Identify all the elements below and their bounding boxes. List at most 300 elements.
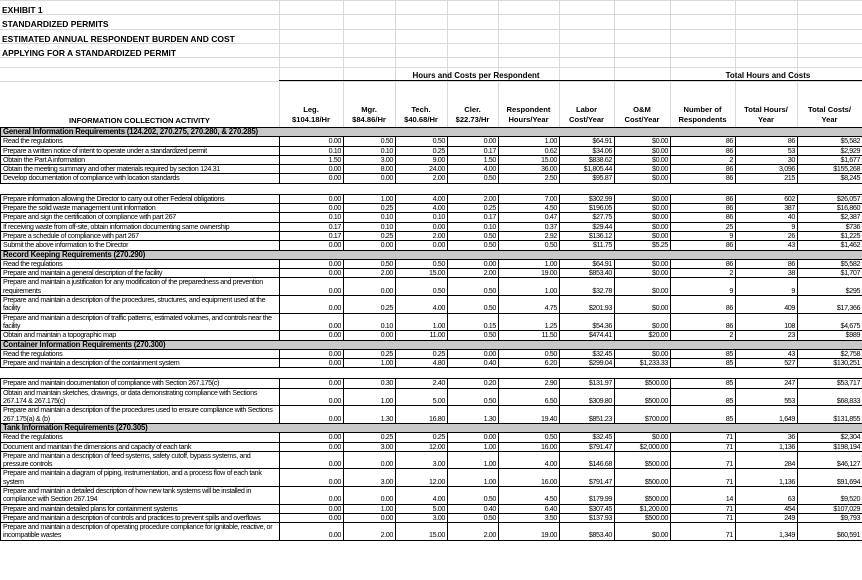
- value-cell: $1,677: [798, 155, 862, 164]
- value-cell: 1.00: [448, 442, 499, 451]
- table-row: [1, 278, 862, 296]
- value-cell: 0.00: [344, 513, 396, 522]
- value-cell: 38: [736, 269, 798, 278]
- activity-cell: Obtain the Part A information: [1, 155, 280, 164]
- value-cell: 71: [671, 504, 736, 513]
- table-row: [1, 349, 862, 358]
- value-cell: 0.00: [280, 331, 344, 340]
- value-cell: 0.10: [448, 222, 499, 231]
- value-cell: $155,268: [798, 165, 862, 174]
- value-cell: 85: [671, 388, 736, 406]
- value-cell: 0.00: [280, 523, 344, 541]
- activity-cell: Prepare and maintain detailed plans for containment systems: [1, 504, 280, 513]
- value-cell: 15.00: [396, 523, 448, 541]
- value-cell: $295: [798, 278, 862, 296]
- value-cell: $46,127: [798, 451, 862, 469]
- value-cell: $0.00: [615, 259, 671, 268]
- value-cell: 0.50: [396, 137, 448, 146]
- value-cell: $791.47: [560, 442, 615, 451]
- section-header-row: [1, 340, 862, 349]
- value-cell: $29.44: [560, 222, 615, 231]
- value-cell: 0.00: [280, 379, 344, 388]
- spacer-cell: [1, 368, 862, 379]
- section-header-row: [1, 128, 862, 137]
- value-cell: 0.00: [280, 194, 344, 203]
- value-cell: 40: [736, 213, 798, 222]
- value-cell: 1,136: [736, 469, 798, 487]
- value-cell: 0.10: [280, 213, 344, 222]
- spacer-cell: [1, 183, 862, 194]
- column-header: [498, 105, 559, 127]
- value-cell: 527: [736, 359, 798, 368]
- column-header-line: Hours/Year: [508, 115, 549, 124]
- value-cell: $53,717: [798, 379, 862, 388]
- value-cell: 86: [671, 204, 736, 213]
- value-cell: 0.25: [344, 296, 396, 314]
- value-cell: $137.93: [560, 513, 615, 522]
- table-row: [1, 433, 862, 442]
- activity-cell: Submit the above information to the Director: [1, 241, 280, 250]
- value-cell: $0.00: [615, 349, 671, 358]
- value-cell: 86: [671, 213, 736, 222]
- value-cell: $736: [798, 222, 862, 231]
- value-cell: 0.00: [280, 513, 344, 522]
- value-cell: 0.17: [280, 231, 344, 240]
- column-header: [670, 105, 735, 127]
- value-cell: 0.50: [448, 513, 499, 522]
- value-cell: 7.00: [499, 194, 560, 203]
- table-row: [1, 469, 862, 487]
- value-cell: 11.00: [396, 331, 448, 340]
- column-header-line: Leg.: [303, 105, 319, 114]
- value-cell: 1.00: [344, 359, 396, 368]
- value-cell: 0.00: [280, 469, 344, 487]
- value-cell: $32.45: [560, 433, 615, 442]
- value-cell: 387: [736, 204, 798, 213]
- value-cell: 0.50: [499, 349, 560, 358]
- spacer-row: [1, 368, 862, 379]
- table-row: [1, 194, 862, 203]
- value-cell: 1.25: [499, 313, 560, 331]
- column-header-line: $84.86/Hr: [352, 115, 386, 124]
- activity-cell: Read the regulations: [1, 137, 280, 146]
- column-header-line: Year: [757, 115, 775, 124]
- value-cell: $500.00: [615, 451, 671, 469]
- activity-cell: Prepare and maintain a detailed description of how new tank systems will be installed in compliance with Section 267.194: [1, 486, 280, 504]
- activity-cell: Prepare and sign the certification of compliance with part 267: [1, 213, 280, 222]
- value-cell: 0.00: [448, 137, 499, 146]
- value-cell: $201.93: [560, 296, 615, 314]
- value-cell: 9.00: [396, 155, 448, 164]
- value-cell: 0.25: [396, 349, 448, 358]
- value-cell: 1.00: [448, 451, 499, 469]
- column-header-line: INFORMATION COLLECTION ACTIVITY: [69, 116, 210, 125]
- value-cell: 0.00: [396, 222, 448, 231]
- value-cell: 85: [671, 349, 736, 358]
- value-cell: $0.00: [615, 222, 671, 231]
- table-row: [1, 213, 862, 222]
- value-cell: 86: [671, 313, 736, 331]
- value-cell: 1.00: [499, 137, 560, 146]
- value-cell: 15.00: [396, 269, 448, 278]
- value-cell: 0.00: [280, 313, 344, 331]
- value-cell: 0.10: [344, 313, 396, 331]
- value-cell: $0.00: [615, 174, 671, 183]
- value-cell: 0.40: [448, 504, 499, 513]
- value-cell: 0.10: [396, 213, 448, 222]
- value-cell: $34.06: [560, 146, 615, 155]
- value-cell: 3.50: [499, 513, 560, 522]
- value-cell: 15.00: [499, 155, 560, 164]
- value-cell: $4,675: [798, 313, 862, 331]
- value-cell: 30: [736, 155, 798, 164]
- value-cell: $0.00: [615, 146, 671, 155]
- value-cell: 0.00: [344, 278, 396, 296]
- value-cell: $500.00: [615, 513, 671, 522]
- value-cell: 1.00: [448, 469, 499, 487]
- table-row: [1, 241, 862, 250]
- activity-cell: Obtain and maintain sketches, drawings, or data demonstrating compliance with Sections 267.174 & 267.175(c): [1, 388, 280, 406]
- value-cell: 2.00: [448, 523, 499, 541]
- value-cell: 1.00: [499, 259, 560, 268]
- activity-cell: Prepare and maintain a description of the containment system: [1, 359, 280, 368]
- value-cell: 4.00: [448, 165, 499, 174]
- value-cell: 4.00: [396, 204, 448, 213]
- value-cell: 0.25: [344, 349, 396, 358]
- column-header: [735, 105, 797, 127]
- value-cell: 2.00: [344, 523, 396, 541]
- value-cell: 0.00: [280, 259, 344, 268]
- value-cell: 5.00: [396, 388, 448, 406]
- value-cell: 0.00: [280, 174, 344, 183]
- value-cell: 0.20: [448, 379, 499, 388]
- value-cell: 2.90: [499, 379, 560, 388]
- column-header-line: $104.18/Hr: [292, 115, 330, 124]
- gridline: [0, 14, 862, 15]
- value-cell: 0.00: [344, 174, 396, 183]
- value-cell: $0.00: [615, 155, 671, 164]
- value-cell: $853.40: [560, 269, 615, 278]
- table-row: [1, 146, 862, 155]
- value-cell: 2: [671, 331, 736, 340]
- value-cell: $20.00: [615, 331, 671, 340]
- value-cell: $68,833: [798, 388, 862, 406]
- value-cell: $32.78: [560, 278, 615, 296]
- value-cell: 247: [736, 379, 798, 388]
- value-cell: 0.00: [280, 406, 344, 424]
- value-cell: 0.00: [280, 278, 344, 296]
- value-cell: 43: [736, 349, 798, 358]
- value-cell: 0.50: [499, 433, 560, 442]
- activity-cell: Read the regulations: [1, 433, 280, 442]
- value-cell: 108: [736, 313, 798, 331]
- value-cell: 6.50: [499, 388, 560, 406]
- value-cell: 0.17: [280, 222, 344, 231]
- value-cell: 86: [736, 259, 798, 268]
- value-cell: 0.62: [499, 146, 560, 155]
- value-cell: $309.80: [560, 388, 615, 406]
- value-cell: 71: [671, 523, 736, 541]
- column-header-line: Labor: [575, 105, 598, 114]
- column-header-line: Respondents: [678, 115, 727, 124]
- value-cell: 53: [736, 146, 798, 155]
- value-cell: $0.00: [615, 194, 671, 203]
- section-title: Record Keeping Requirements (270.290): [1, 250, 862, 259]
- value-cell: 19.00: [499, 523, 560, 541]
- column-header-line: Cost/Year: [568, 115, 605, 124]
- gridline: [0, 81, 862, 82]
- value-cell: 1,649: [736, 406, 798, 424]
- table-row: [1, 379, 862, 388]
- value-cell: 1,136: [736, 442, 798, 451]
- value-cell: 16.00: [499, 442, 560, 451]
- report-subtitle: ESTIMATED ANNUAL RESPONDENT BURDEN AND COST: [2, 34, 235, 44]
- value-cell: $0.00: [615, 213, 671, 222]
- value-cell: 0.00: [280, 296, 344, 314]
- table-row: [1, 442, 862, 451]
- gridline: [0, 67, 862, 68]
- value-cell: 36: [736, 433, 798, 442]
- activity-cell: Read the regulations: [1, 349, 280, 358]
- table-row: [1, 155, 862, 164]
- value-cell: $2,304: [798, 433, 862, 442]
- value-cell: $196.05: [560, 204, 615, 213]
- value-cell: $0.00: [615, 165, 671, 174]
- value-cell: 0.00: [396, 241, 448, 250]
- column-header-line: Mgr.: [361, 105, 377, 114]
- table-row: [1, 313, 862, 331]
- value-cell: 4.80: [396, 359, 448, 368]
- value-cell: 9: [671, 278, 736, 296]
- value-cell: 0.50: [448, 278, 499, 296]
- value-cell: 0.10: [344, 213, 396, 222]
- value-cell: $2,000.00: [615, 442, 671, 451]
- activity-cell: Prepare and maintain a description of the procedures used to ensure compliance with Sections 267.175(a) & (b): [1, 406, 280, 424]
- value-cell: 71: [671, 451, 736, 469]
- value-cell: $64.91: [560, 137, 615, 146]
- value-cell: $5,582: [798, 259, 862, 268]
- value-cell: $2,758: [798, 349, 862, 358]
- value-cell: $131.97: [560, 379, 615, 388]
- burden-table: [0, 127, 862, 541]
- value-cell: 23: [736, 331, 798, 340]
- value-cell: 3,096: [736, 165, 798, 174]
- value-cell: 0.00: [344, 241, 396, 250]
- value-cell: 2.50: [499, 174, 560, 183]
- activity-cell: Prepare and maintain a description of feed systems, safety cutoff, bypass systems, and pressure controls: [1, 451, 280, 469]
- table-row: [1, 296, 862, 314]
- section-header-row: [1, 250, 862, 259]
- value-cell: $1,233.33: [615, 359, 671, 368]
- value-cell: 14: [671, 486, 736, 504]
- table-row: [1, 406, 862, 424]
- value-cell: $146.68: [560, 451, 615, 469]
- table-row: [1, 513, 862, 522]
- value-cell: 71: [671, 442, 736, 451]
- value-cell: $130,251: [798, 359, 862, 368]
- table-row: [1, 486, 862, 504]
- value-cell: 0.17: [448, 146, 499, 155]
- value-cell: 2: [671, 269, 736, 278]
- value-cell: 16.00: [499, 469, 560, 487]
- value-cell: 0.30: [344, 379, 396, 388]
- value-cell: 3.00: [344, 442, 396, 451]
- value-cell: 284: [736, 451, 798, 469]
- value-cell: $95.87: [560, 174, 615, 183]
- value-cell: $1,462: [798, 241, 862, 250]
- column-header-line: $40.68/Hr: [404, 115, 438, 124]
- value-cell: $179.99: [560, 486, 615, 504]
- value-cell: 2.00: [396, 231, 448, 240]
- table-row: [1, 165, 862, 174]
- value-cell: 19.40: [499, 406, 560, 424]
- value-cell: 4.00: [499, 451, 560, 469]
- value-cell: $5.25: [615, 241, 671, 250]
- value-cell: $1,200.00: [615, 504, 671, 513]
- activity-cell: Prepare and maintain documentation of compliance with Section 267.175(c): [1, 379, 280, 388]
- value-cell: 86: [736, 137, 798, 146]
- value-cell: 215: [736, 174, 798, 183]
- value-cell: 249: [736, 513, 798, 522]
- value-cell: 0.50: [448, 174, 499, 183]
- value-cell: 0.00: [280, 451, 344, 469]
- value-cell: 4.00: [396, 486, 448, 504]
- activity-cell: Document and maintain the dimensions and capacity of each tank: [1, 442, 280, 451]
- value-cell: 0.25: [344, 231, 396, 240]
- value-cell: 2.00: [448, 269, 499, 278]
- column-header-line: Number of: [683, 105, 722, 114]
- table-row: [1, 269, 862, 278]
- value-cell: $32.45: [560, 349, 615, 358]
- value-cell: 0.10: [344, 222, 396, 231]
- value-cell: 0.00: [280, 388, 344, 406]
- value-cell: 86: [671, 174, 736, 183]
- value-cell: 3.00: [344, 469, 396, 487]
- activity-cell: Prepare the solid waste management unit information: [1, 204, 280, 213]
- value-cell: 3.00: [396, 451, 448, 469]
- value-cell: 25: [671, 222, 736, 231]
- value-cell: 1.30: [448, 406, 499, 424]
- value-cell: $198,194: [798, 442, 862, 451]
- value-cell: $307.45: [560, 504, 615, 513]
- value-cell: 0.00: [280, 359, 344, 368]
- value-cell: $302.99: [560, 194, 615, 203]
- value-cell: 12.00: [396, 469, 448, 487]
- value-cell: 85: [671, 406, 736, 424]
- value-cell: 0.50: [499, 241, 560, 250]
- activity-cell: Prepare and maintain a description of controls and practices to prevent spills and overflows: [1, 513, 280, 522]
- value-cell: 86: [671, 296, 736, 314]
- value-cell: 0.00: [344, 451, 396, 469]
- value-cell: 0.50: [396, 278, 448, 296]
- value-cell: 9: [671, 231, 736, 240]
- activity-cell: Read the regulations: [1, 259, 280, 268]
- value-cell: 4.50: [499, 486, 560, 504]
- value-cell: $0.00: [615, 523, 671, 541]
- value-cell: 0.00: [448, 349, 499, 358]
- value-cell: 0.00: [344, 486, 396, 504]
- value-cell: $26,057: [798, 194, 862, 203]
- report-title: STANDARDIZED PERMITS: [2, 19, 109, 29]
- column-header: [797, 105, 862, 127]
- table-row: [1, 137, 862, 146]
- value-cell: 0.00: [280, 165, 344, 174]
- value-cell: 0.50: [448, 331, 499, 340]
- column-header-line: O&M: [633, 105, 651, 114]
- table-row: [1, 331, 862, 340]
- group-header-total: Total Hours and Costs: [725, 71, 811, 80]
- table-row: [1, 222, 862, 231]
- table-row: [1, 451, 862, 469]
- value-cell: 86: [671, 259, 736, 268]
- value-cell: 0.50: [448, 241, 499, 250]
- value-cell: 2.00: [344, 269, 396, 278]
- activity-cell: Prepare and maintain a description of operating procedure compliance for ignitable, reactive, or incompatible wastes: [1, 523, 280, 541]
- value-cell: $989: [798, 331, 862, 340]
- value-cell: $500.00: [615, 388, 671, 406]
- table-row: [1, 359, 862, 368]
- value-cell: $9,793: [798, 513, 862, 522]
- value-cell: 11.50: [499, 331, 560, 340]
- value-cell: 0.50: [396, 259, 448, 268]
- value-cell: $500.00: [615, 469, 671, 487]
- value-cell: $131,855: [798, 406, 862, 424]
- value-cell: $1,805.44: [560, 165, 615, 174]
- column-header-line: $22.73/Hr: [455, 115, 490, 124]
- value-cell: $16,860: [798, 204, 862, 213]
- table-row: [1, 174, 862, 183]
- activity-cell: Prepare a written notice of intent to operate under a standardized permit: [1, 146, 280, 155]
- column-header-line: Cost/Year: [624, 115, 660, 124]
- value-cell: 86: [671, 194, 736, 203]
- value-cell: 1.00: [344, 194, 396, 203]
- value-cell: $136.12: [560, 231, 615, 240]
- column-header: [395, 105, 447, 127]
- column-header-line: Total Costs/: [808, 105, 851, 114]
- gridline: [0, 29, 862, 30]
- value-cell: 9: [736, 278, 798, 296]
- value-cell: 71: [671, 469, 736, 487]
- value-cell: 0.50: [448, 388, 499, 406]
- section-header-row: [1, 423, 862, 432]
- value-cell: 86: [671, 146, 736, 155]
- value-cell: $851.23: [560, 406, 615, 424]
- value-cell: 0.00: [280, 486, 344, 504]
- value-cell: 6.40: [499, 504, 560, 513]
- exhibit-label: EXHIBIT 1: [2, 5, 43, 15]
- value-cell: $0.00: [615, 269, 671, 278]
- value-cell: 86: [671, 241, 736, 250]
- spacer-row: [1, 183, 862, 194]
- value-cell: 2.00: [448, 194, 499, 203]
- value-cell: 0.00: [280, 137, 344, 146]
- value-cell: 2.40: [396, 379, 448, 388]
- value-cell: $700.00: [615, 406, 671, 424]
- value-cell: 0.00: [280, 269, 344, 278]
- value-cell: $11.75: [560, 241, 615, 250]
- value-cell: 86: [671, 165, 736, 174]
- group-header-per-respondent: Hours and Costs per Respondent: [412, 71, 540, 80]
- value-cell: 8.00: [344, 165, 396, 174]
- value-cell: $0.00: [615, 137, 671, 146]
- column-header-line: Total Hours/: [744, 105, 788, 114]
- value-cell: $0.00: [615, 313, 671, 331]
- value-cell: 1.30: [344, 406, 396, 424]
- value-cell: 0.15: [448, 313, 499, 331]
- activity-cell: Prepare and maintain a description of the procedures, structures, and equipment used at the facility: [1, 296, 280, 314]
- value-cell: 0.50: [448, 296, 499, 314]
- table-row: [1, 523, 862, 541]
